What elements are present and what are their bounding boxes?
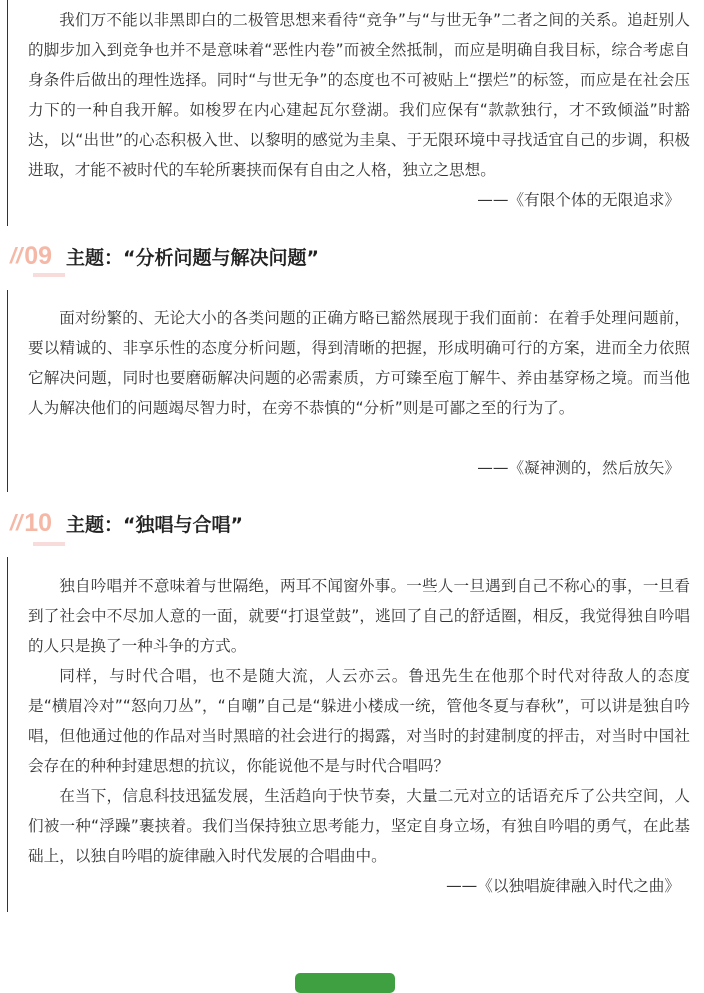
section-09-border	[7, 290, 8, 492]
section-10-heading	[10, 503, 243, 543]
section-number: // 10	[10, 508, 53, 537]
section-08-content	[28, 5, 690, 215]
heading-underline	[33, 273, 65, 277]
section-09-title: 主题：“分析问题与解决问题”	[66, 246, 320, 269]
section-08-paragraph: 我们万不能以非黑即白的二极管思想来看待“竞争”与“与世无争”二者之间的关系。追赶别人的脚步加入到竞争也并不是意味着“恶性内卷”而被全然抵制，而应是明确自我目标，综合考虑自身条件后做出的理性选择。同时“与世无争”的态度也不可被贴上“摆烂”的标签，而应是在社会压力下的一种自我开解。如梭罗在内心建起瓦尔登湖。我们应保有“款款独行，才不致倾溢”时豁达，以“出世”的心态积极入世、以黎明的感觉为圭臬、于无限环境中寻找适宜自己的步调，积极进取，才能不被时代的车轮所裹挟而保有自由之人格，独立之思想。	[28, 11, 690, 179]
section-08-attribution: ——《有限个体的无限追求》	[477, 191, 680, 209]
section-10-paragraph: 同样，与时代合唱，也不是随大流，人云亦云。鲁迅先生在他那个时代对待敌人的态度是“横眉冷对”“怒向刀丛”，“自嘲”自己是“躲进小楼成一统，管他冬夏与春秋”，可以讲是独自吟唱，但他通过他的作品对当时黑暗的社会进行的揭露，对当时的封建制度的抨击，对当时中国社会存在的种种封建思想的抗议，你能说他不是与时代合唱吗？	[28, 667, 690, 775]
heading-underline	[33, 542, 65, 546]
section-10-paragraph: 在当下，信息科技迅猛发展，生活趋向于快节奏，大量二元对立的话语充斥了公共空间，人们被一种“浮躁”裹挟着。我们当保持独立思考能力，坚定自身立场，有独自吟唱的勇气，在此基础上，以独自吟唱的旋律融入时代发展的合唱曲中。	[28, 787, 690, 865]
green-action-button[interactable]	[295, 973, 395, 993]
section-09-number: 09	[24, 241, 53, 270]
section-09-heading	[10, 236, 319, 276]
section-number: // 09	[10, 241, 53, 270]
section-09-attribution: ——《凝神测的，然后放矢》	[477, 459, 680, 477]
section-09-paragraph: 面对纷繁的、无论大小的各类问题的正确方略已豁然展现于我们面前：在着手处理问题前，要以精诚的、非享乐性的态度分析问题，得到清晰的把握，形成明确可行的方案，进而全力依照它解决问题，同时也要磨砺解决问题的必需素质，方可臻至庖丁解牛、养由基穿杨之境。而当他人为解决他们的问题竭尽智力时，在旁不恭慎的“分析”则是可鄙之至的行为了。	[28, 309, 690, 417]
section-10-number: 10	[24, 508, 53, 537]
section-10-content	[28, 571, 690, 901]
section-10-title: 主题：“独唱与合唱”	[66, 513, 244, 536]
section-09-content	[28, 303, 690, 483]
section-10-paragraph: 独自吟唱并不意味着与世隔绝，两耳不闻窗外事。一些人一旦遇到自己不称心的事，一旦看到了社会中不尽加人意的一面，就要“打退堂鼓”，逃回了自己的舒适圈，相反，我觉得独自吟唱的人只是换了一种斗争的方式。	[28, 577, 690, 655]
section-10-attribution: ——《以独唱旋律融入时代之曲》	[446, 877, 680, 895]
section-08-border	[7, 0, 8, 226]
section-10-border	[7, 557, 8, 912]
